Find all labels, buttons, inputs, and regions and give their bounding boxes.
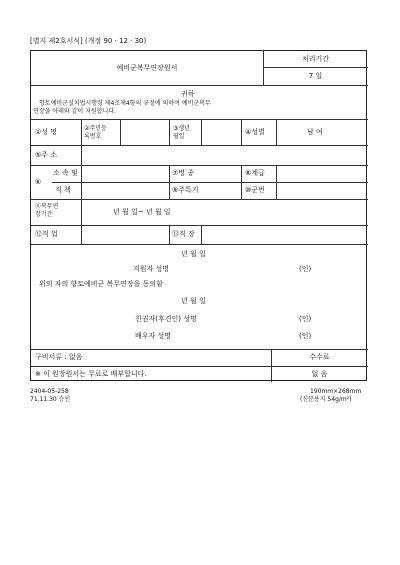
document-code: 2404-05-258 [30,388,69,395]
service-type-label: ⑦병 종 [172,169,195,177]
paper-type: (신문용지 54g/m²) [300,396,352,403]
form-title: 예비군복무연장원서 [116,64,178,72]
dob-label: ③생년 월일 [173,125,190,140]
job-label: ⑫직 업 [35,230,58,238]
addressee: 귀하 [181,90,195,98]
fee-label: 수수료 [309,353,330,361]
rrn-label: ②주민등 록번호 [84,125,107,140]
name-label: ①성 명 [35,128,58,136]
affiliation-label: 소 속 및 [53,169,78,177]
spouse-signature[interactable]: 배우자 성명 [135,332,172,340]
position-label: 직 책 [55,186,71,194]
sex-options[interactable]: 남 여 [307,128,323,136]
application-form [30,50,367,381]
mil-number-label: ⑩군번 [245,186,265,194]
consent-statement: 위의 자의 향토예비군 복무연장을 동의함 [39,280,163,288]
workplace-label: ⑬직 장 [172,230,195,238]
approval-date: 71.11.30 승인 [30,396,71,403]
specialty-label: ⑨주특기 [172,186,199,194]
date-2[interactable]: 년 월 일 [181,297,206,305]
address-label: ⑤주 소 [35,151,58,159]
rank-label: ⑧계급 [245,169,265,177]
date-1[interactable]: 년 월 일 [181,250,206,258]
free-distribution-note: ※ 이 원장원서는 무료로 배부합니다. [35,370,147,378]
extension-period[interactable]: 년 월 일~ 년 월 일 [113,208,171,216]
extension-label: ⑪복무연 장기간 [35,203,59,218]
attachments-note: 구비서류 : 없음 [35,353,83,361]
intro-line-2: 연장을 아래와 같이 지원합니다. [33,108,116,115]
guardian-signature[interactable]: 친권자(후견인) 성명 [135,315,197,323]
processing-days: 7 일 [308,72,323,80]
sex-label: ④성별 [245,128,265,136]
applicant-signature[interactable]: 지원자 성명 [133,265,170,273]
unit-marker: ⑥ [35,178,42,186]
seal-1: (인) [299,265,312,273]
fee-value: 없 음 [311,370,328,378]
paper-size: 190mm×268mm [310,388,362,395]
processing-label: 처리기간 [301,55,330,63]
form-number: [별지 제2호서식] (개정 90 · 12 · 30) [30,37,147,45]
intro-line-1: 향토예비군설치법시행령 제4조제4항의 규정에 의하여 예비군복무 [39,100,211,107]
seal-3: (인) [299,332,312,340]
seal-2: (인) [299,315,312,323]
